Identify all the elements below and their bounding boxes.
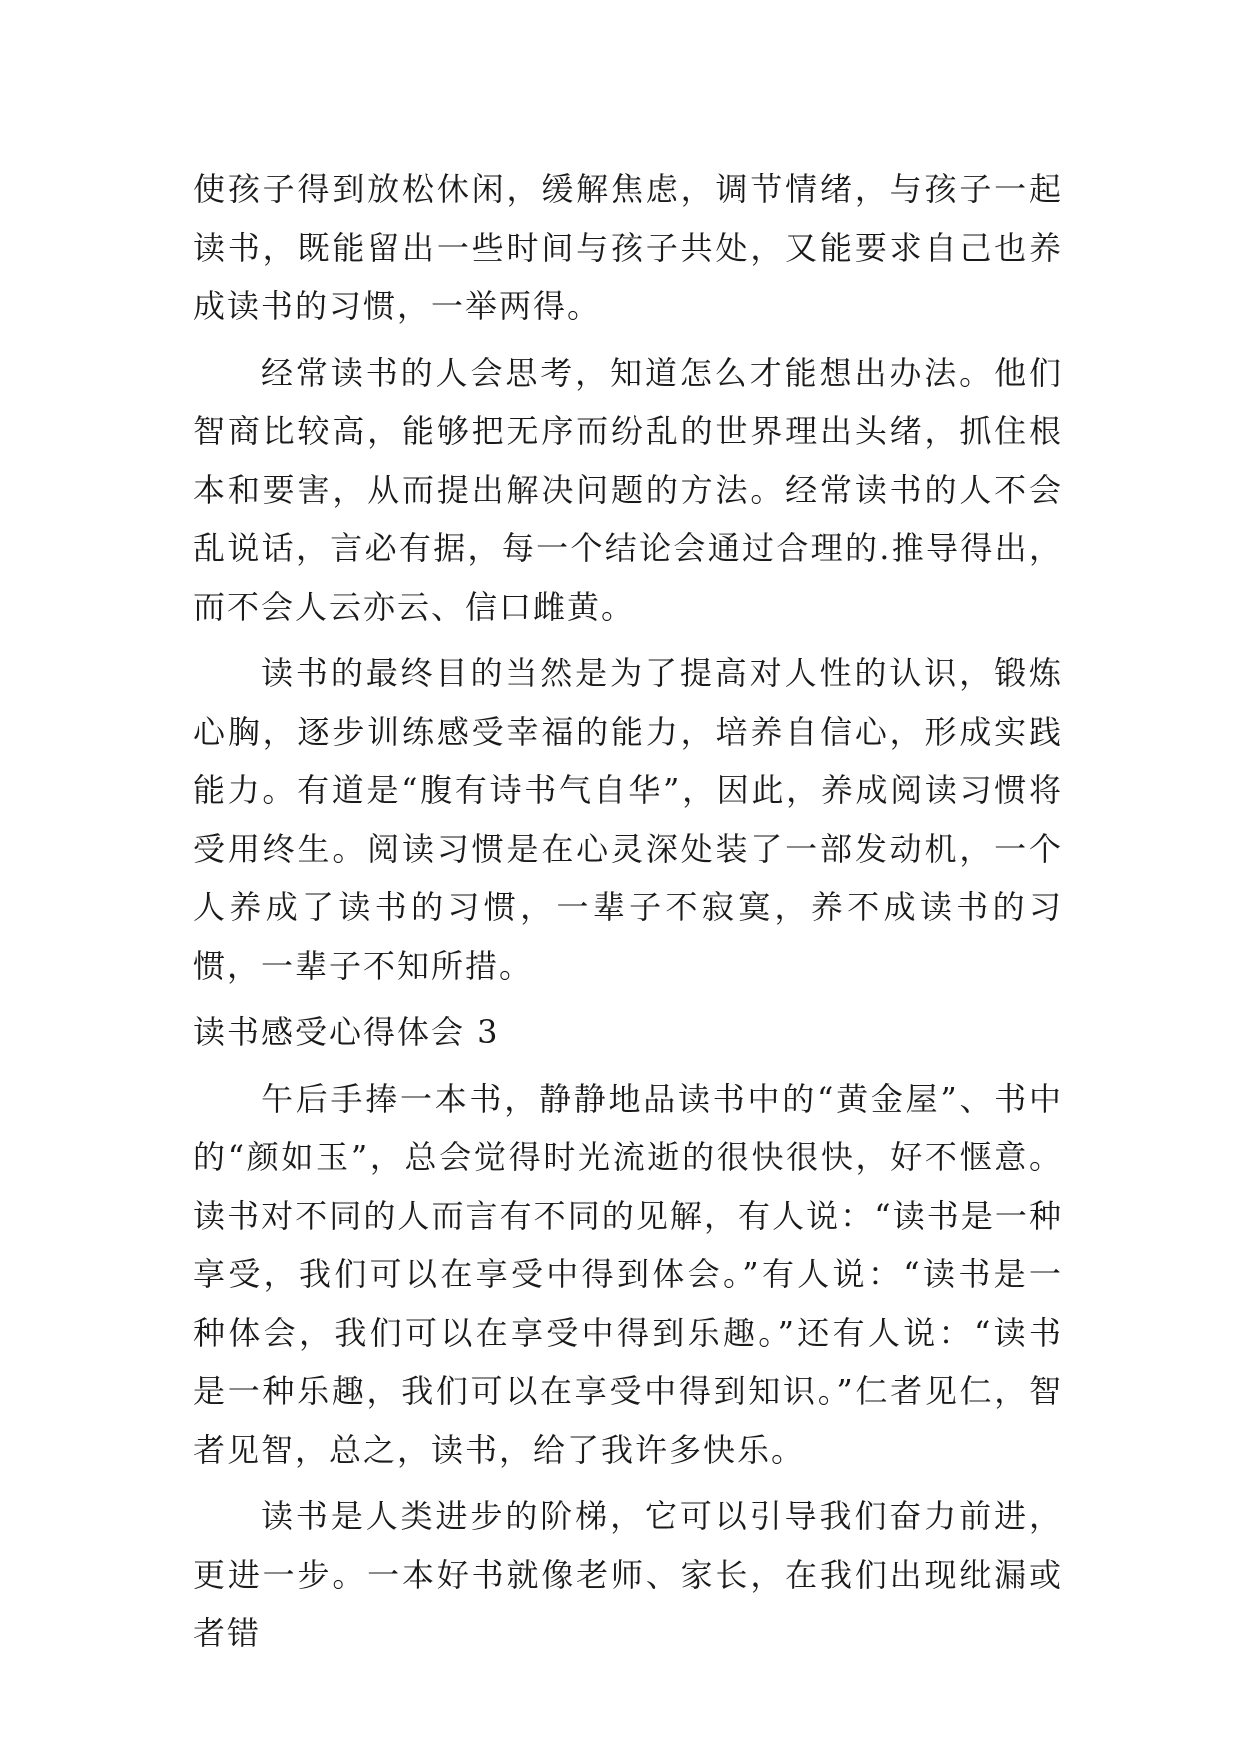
- paragraph-ladder-of-progress: 读书是人类进步的阶梯，它可以引导我们奋力前进，更进一步。一本好书就像老师、家长，在我们出现纰漏或者错: [193, 1497, 1063, 1652]
- paragraph-continuation: 使孩子得到放松休闲，缓解焦虑，调节情绪，与孩子一起读书，既能留出一些时间与孩子共处，又能要求自己也养成读书的习惯，一举两得。: [193, 170, 1063, 325]
- paragraph-purpose: 读书的最终目的当然是为了提高对人性的认识，锻炼心胸，逐步训练感受幸福的能力，培养自信心，形成实践能力。有道是“腹有诗书气自华”，因此，养成阅读习惯将受用终生。阅读习惯是在心灵深处装了一部发动机，一个人养成了读书的习惯，一辈子不寂寞，养不成读书的习惯，一辈子不知所措。: [193, 654, 1063, 985]
- section-heading: 读书感受心得体会 3: [193, 1013, 500, 1051]
- document-body: [193, 160, 1063, 1671]
- paragraph-afternoon-reading: 午后手捧一本书，静静地品读书中的“黄金屋”、书中的“颜如玉”，总会觉得时光流逝的很快很快，好不惬意。读书对不同的人而言有不同的见解，有人说：“读书是一种享受，我们可以在享受中得到体会。”有人说：“读书是一种体会，我们可以在享受中得到乐趣。”还有人说：“读书是一种乐趣，我们可以在享受中得到知识。”仁者见仁，智者见智，总之，读书，给了我许多快乐。: [193, 1079, 1063, 1469]
- paragraph-thinking: 经常读书的人会思考，知道怎么才能想出办法。他们智商比较高，能够把无序而纷乱的世界理出头绪，抓住根本和要害，从而提出解决问题的方法。经常读书的人不会乱说话，言必有据，每一个结论会通过合理的.推导得出，而不会人云亦云、信口雌黄。: [193, 353, 1063, 626]
